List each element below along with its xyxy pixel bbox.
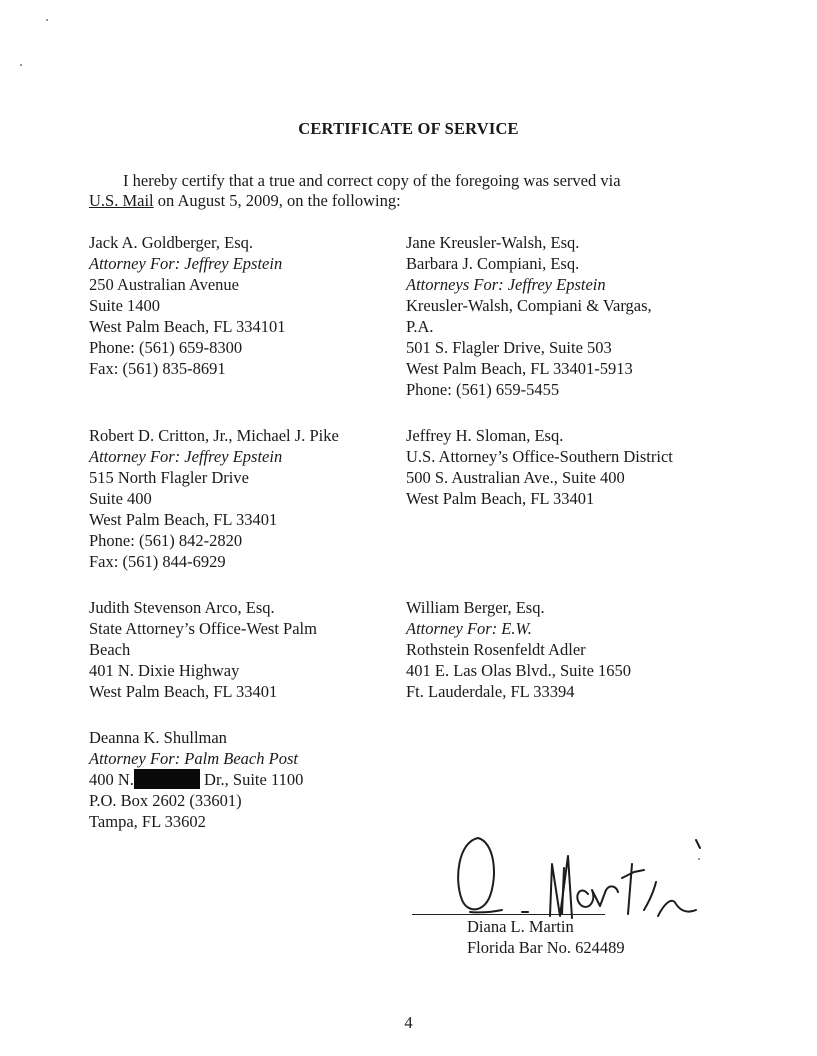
redaction-box (134, 769, 200, 789)
party-phone: Phone: (561) 842-2820 (89, 531, 243, 550)
party-firm: Kreusler-Walsh, Compiani & Vargas, (406, 296, 652, 315)
party-city: West Palm Beach, FL 33401-5913 (406, 359, 633, 378)
party-role: Attorney For: Palm Beach Post (89, 749, 298, 768)
signer-bar-number: Florida Bar No. 624489 (467, 938, 625, 957)
party-fax: Fax: (561) 835-8691 (89, 359, 226, 378)
party-address: 401 E. Las Olas Blvd., Suite 1650 (406, 661, 632, 680)
address-suffix: Dr., Suite 1100 (199, 770, 304, 789)
party-city: West Palm Beach, FL 334101 (89, 317, 286, 336)
party-office: U.S. Attorney’s Office-Southern District (406, 447, 673, 466)
service-party-critton (89, 425, 449, 572)
service-method: U.S. Mail (89, 191, 154, 210)
party-role: Attorneys For: Jeffrey Epstein (406, 275, 606, 294)
party-address: 401 N. Dixie Highway (89, 661, 240, 680)
party-address: Suite 400 (89, 489, 152, 508)
party-firm: Rothstein Rosenfeldt Adler (406, 640, 586, 659)
party-city: West Palm Beach, FL 33401 (406, 489, 595, 508)
service-party-shullman (89, 727, 449, 832)
certification-paragraph (89, 171, 749, 211)
party-office: State Attorney’s Office-West Palm (89, 619, 317, 638)
service-party-kreusler-walsh (406, 232, 766, 400)
party-address: 500 S. Australian Ave., Suite 400 (406, 468, 625, 487)
party-city: Tampa, FL 33602 (89, 812, 206, 831)
party-po-box: P.O. Box 2602 (33601) (89, 791, 242, 810)
party-name: Robert D. Critton, Jr., Michael J. Pike (89, 426, 339, 445)
party-name: Jeffrey H. Sloman, Esq. (406, 426, 564, 445)
party-phone: Phone: (561) 659-5455 (406, 380, 560, 399)
service-party-goldberger (89, 232, 449, 379)
certificate-title: CERTIFICATE OF SERVICE (298, 119, 519, 138)
party-name: Deanna K. Shullman (89, 728, 227, 747)
party-fax: Fax: (561) 844-6929 (89, 552, 226, 571)
party-name: Barbara J. Compiani, Esq. (406, 254, 580, 273)
service-party-arco (89, 597, 449, 702)
party-address: 515 North Flagler Drive (89, 468, 249, 487)
party-role: Attorney For: Jeffrey Epstein (89, 447, 283, 466)
signature-line (412, 914, 605, 915)
party-name: Judith Stevenson Arco, Esq. (89, 598, 275, 617)
party-city: West Palm Beach, FL 33401 (89, 682, 278, 701)
certification-text-1: I hereby certify that a true and correct copy of the foregoing was served via (123, 171, 621, 190)
scan-speck (20, 64, 22, 66)
party-name: Jack A. Goldberger, Esq. (89, 233, 254, 252)
service-party-berger (406, 597, 766, 702)
party-role: Attorney For: E.W. (406, 619, 532, 638)
signer-block (467, 916, 625, 958)
party-phone: Phone: (561) 659-8300 (89, 338, 243, 357)
address-prefix: 400 N. (89, 770, 134, 789)
party-role: Attorney For: Jeffrey Epstein (89, 254, 283, 273)
party-address: 501 S. Flagler Drive, Suite 503 (406, 338, 612, 357)
signer-name: Diana L. Martin (467, 917, 574, 936)
party-office: Beach (89, 640, 131, 659)
party-address: Suite 1400 (89, 296, 161, 315)
page-number: 4 (404, 1013, 413, 1032)
party-city: West Palm Beach, FL 33401 (89, 510, 278, 529)
party-city: Ft. Lauderdale, FL 33394 (406, 682, 575, 701)
certification-text-2: on August 5, 2009, on the following: (153, 191, 401, 210)
party-address: 250 Australian Avenue (89, 275, 239, 294)
party-firm: P.A. (406, 317, 434, 336)
party-name: William Berger, Esq. (406, 598, 545, 617)
service-party-sloman (406, 425, 766, 509)
party-name: Jane Kreusler-Walsh, Esq. (406, 233, 580, 252)
party-address (89, 769, 449, 790)
scan-speck (46, 19, 48, 21)
